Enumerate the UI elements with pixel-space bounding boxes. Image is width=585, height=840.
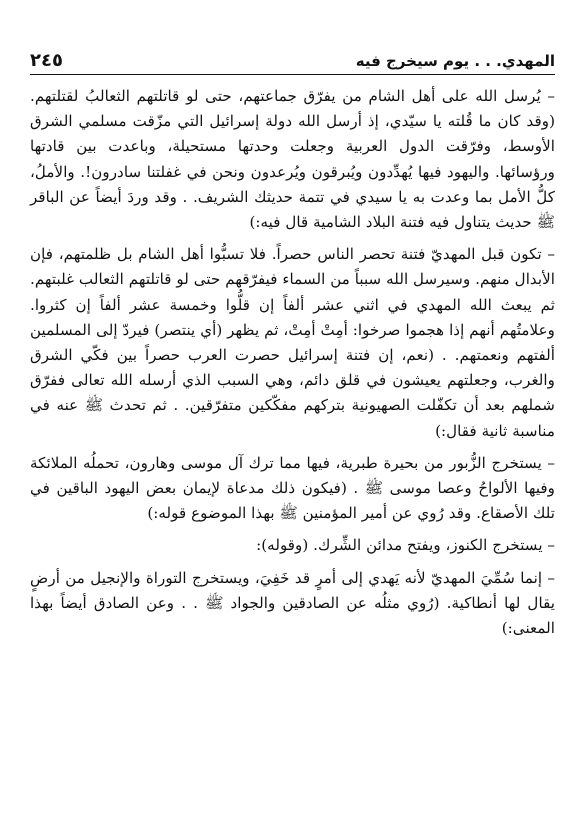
- body-text: [30, 84, 555, 648]
- paragraph-3: – يستخرج الزُّبور من بحيرة طبرية، فيها مما ترك آل موسى وهارون، تحملُه الملائكة وفيها الألواحُ وعصا موسى ﷺ . (فيكون ذلك مدعاة لإيمان بعض اليهود الباقين في تلك الأصقاع. وقد رُوي عن أمير المؤمنين ﷺ بهذا الموضوع قوله:): [30, 453, 555, 523]
- running-title: المهدي. . . يوم سيخرج فيه: [355, 52, 555, 70]
- paragraph-5: – إنما سُمِّيَ المهديّ لأنه يَهدي إلى أمرٍ قد خَفِيَ، ويستخرج التوراة والإنجيل من أرضٍ يقال لها أنطاكية. (رُوي مثلُه عن الصادقين والجواد ﷺ . . وعن الصادق أيضاً بهذا المعنى:): [30, 568, 555, 638]
- paragraph-2: – تكون قبل المهديّ فتنة تحصر الناس حصراً. فلا تسبُّوا أهل الشام بل ظلمتهم، فإن الأبدال منهم. وسيرسل الله سبباً من السماء فيفرّقهم حتى لو قاتلتهم الثعالب غلبتهم. ثم يبعث الله المهدي في اثني عشر ألفاً إن قلُّوا وخمسة عشر ألفاً إن كثروا. وعلامتُهم أنهم إذا هجموا صرخوا: أمِتْ أمِتْ، ثم يظهر (أي ينتصر) فيردّ إلى المسلمين ألفتهم ونعمتهم. . (نعم، إن فتنة إسرائيل حصرت العرب حصراً بين فكّي الشرق والغرب، وجعلتهم يعيشون في قلق دائم، وهي السبب الذي أرسله الله تعالى ففرّق شملهم بعد أن تكفّلت الصهيونية بتركهم مفكّكين متفرّقين. . ثم تحدث ﷺ عنه في مناسبة ثانية فقال:): [30, 245, 555, 440]
- page-number: ٢٤٥: [30, 50, 63, 71]
- page-header: [30, 44, 555, 75]
- paragraph-4: – يستخرج الكنوز، ويفتح مدائن الشِّرك. (وقوله):: [256, 536, 555, 555]
- paragraph-1: – يُرسل الله على أهل الشام من يفرّق جماعتهم، حتى لو قاتلتهم الثعالبُ لقتلتهم. (وقد كان ما قُلته يا سيّدي، إذ أرسل الله دولة إسرائيل التي مزّقت مسلمي الشرق الأوسط، وفرّقت الدول العربية وجعلت وحدتها مستحيلة، وباعدت بين قادتها ورؤسائها. واليهود فيها يُهدِّدون ويُبرقون ويُرعدون ونحن في غفلتنا سادرون!. والأملُ، كلُّ الأمل بما وعدت به يا سيدي في تتمة حديثك الشريف. . وقد وردَ أيضاً عن الباقر ﷺ حديث يتناول فيه فتنة البلاد الشامية قال فيه:): [30, 87, 555, 232]
